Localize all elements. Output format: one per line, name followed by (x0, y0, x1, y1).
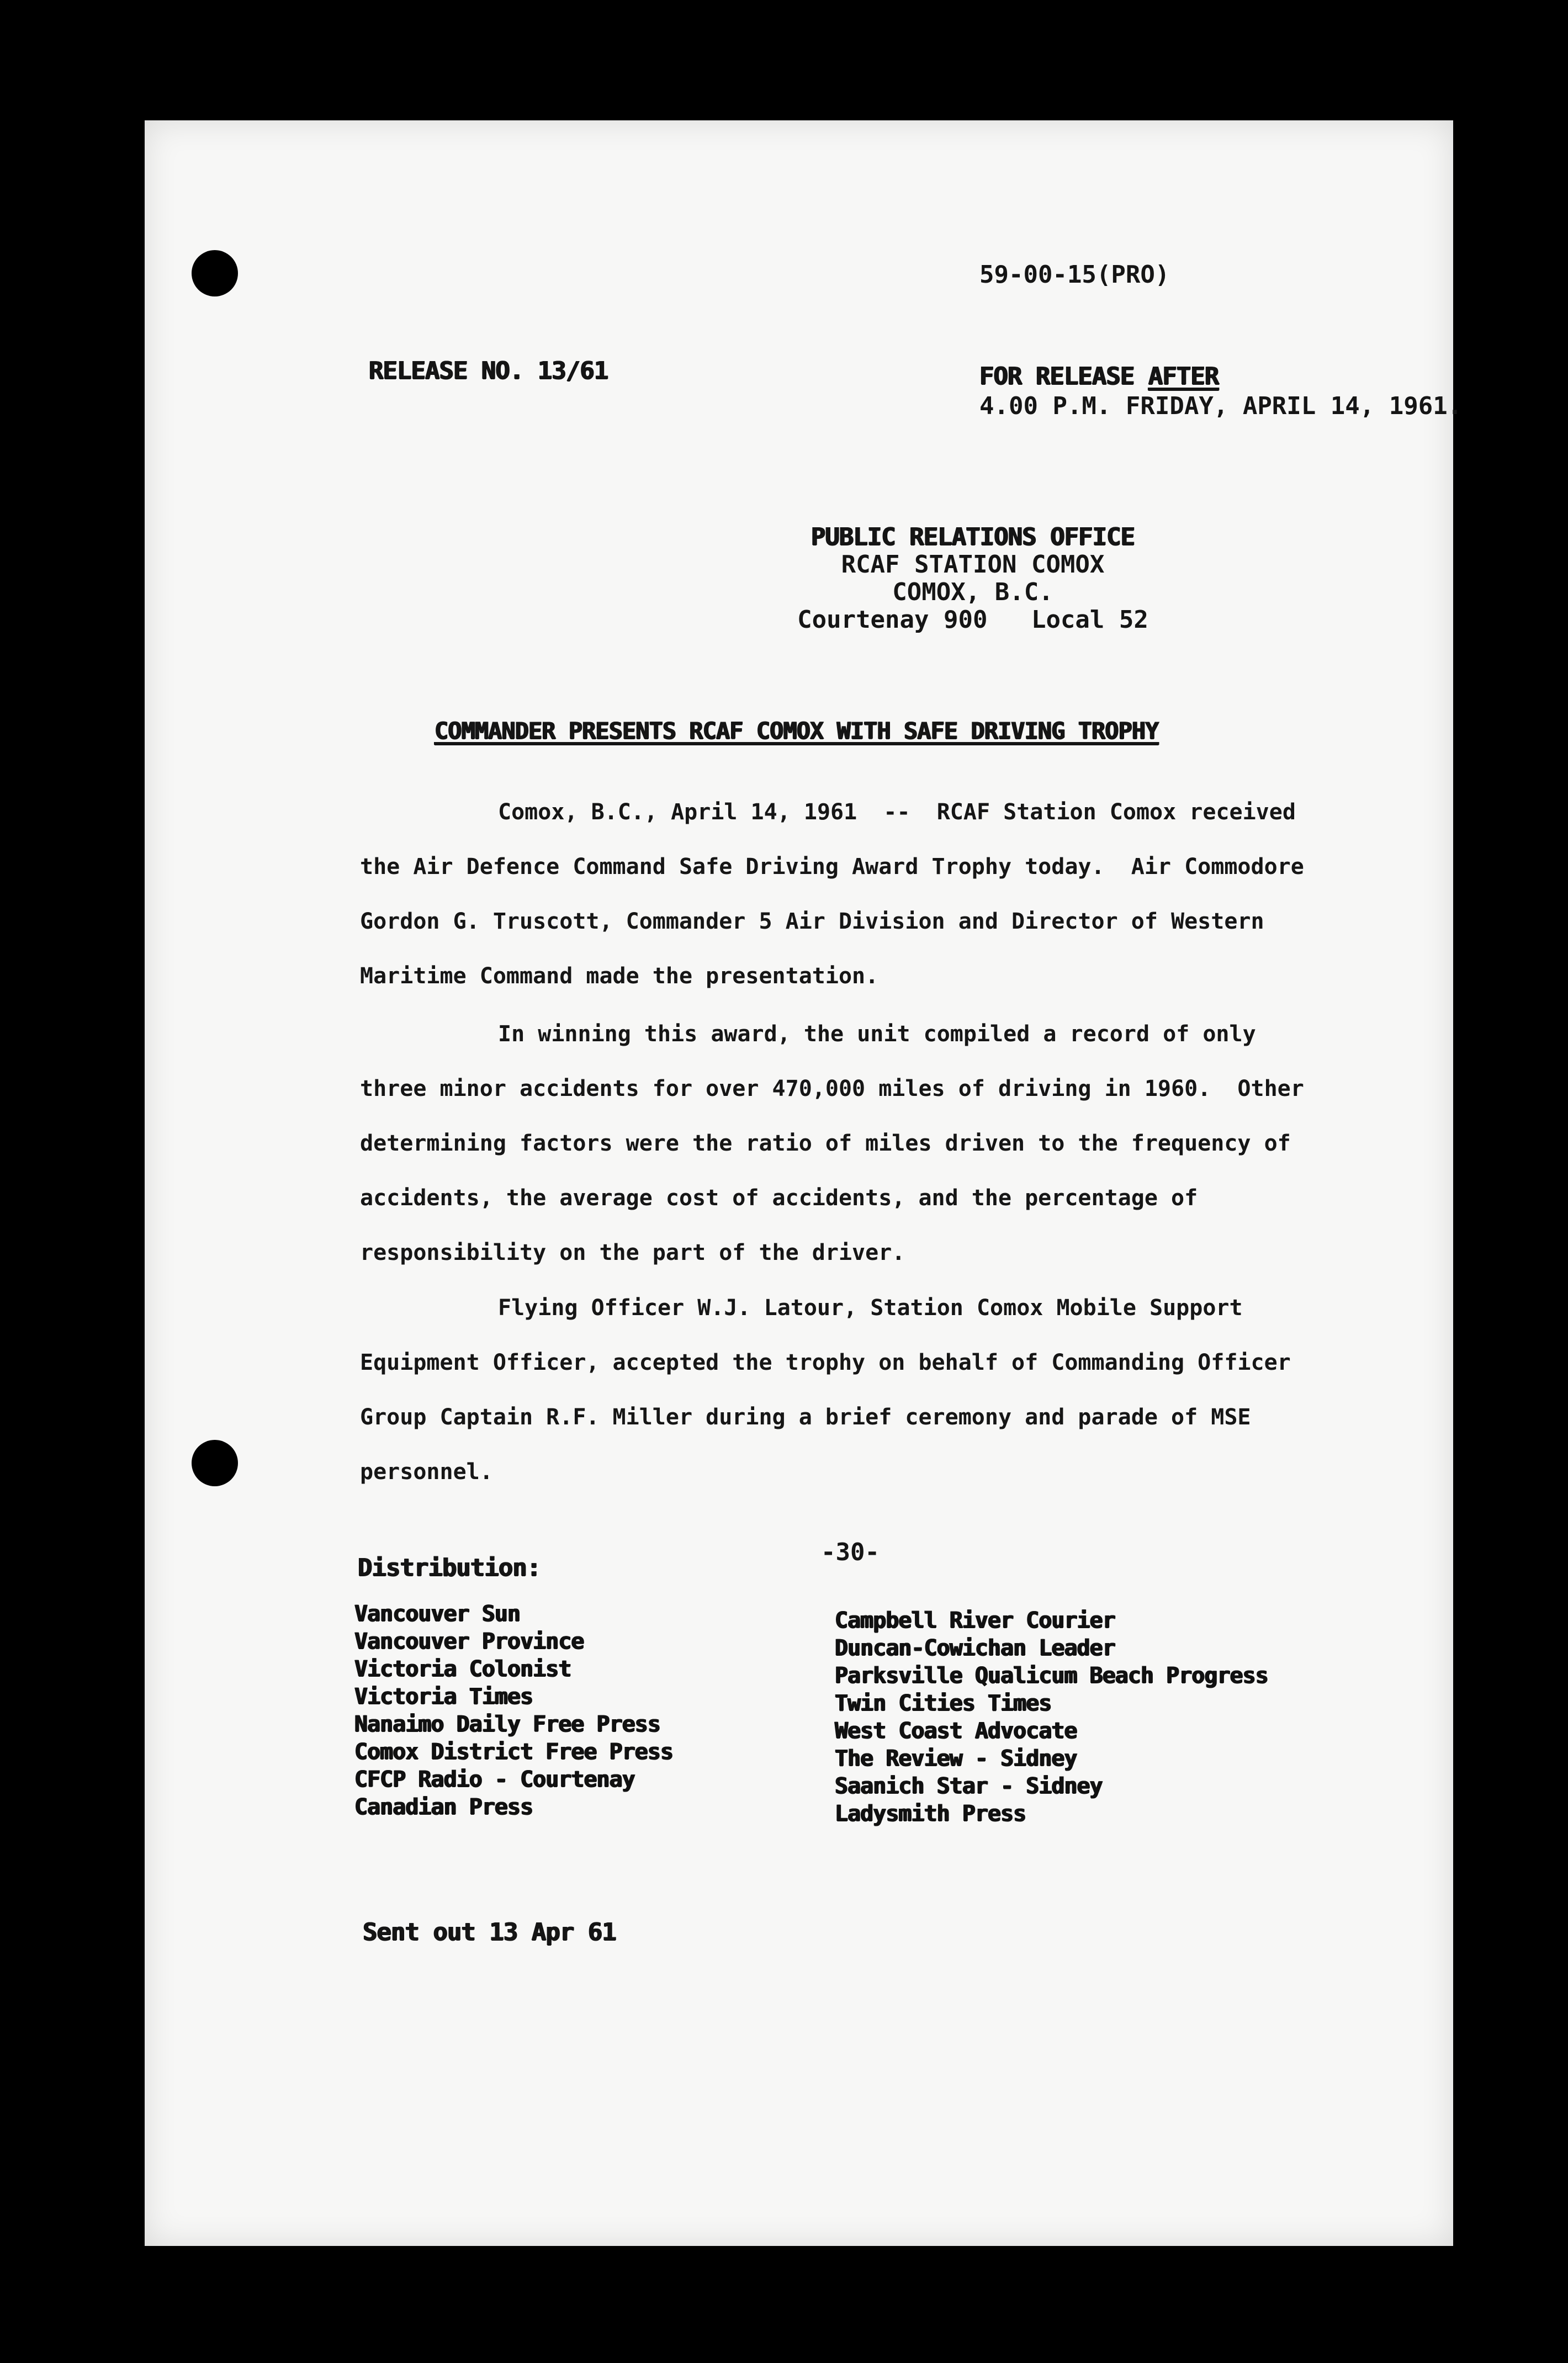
distribution-item: West Coast Advocate (835, 1718, 1077, 1744)
distribution-item: Victoria Times (354, 1684, 533, 1709)
distribution-item: Ladysmith Press (835, 1801, 1026, 1826)
paragraph-3-line-3: Group Captain R.F. Miller during a brief ceremony and parade of MSE (360, 1405, 1251, 1430)
paragraph-3-line-4: personnel. (360, 1459, 493, 1485)
release-time: 4.00 P.M. FRIDAY, APRIL 14, 1961. (979, 392, 1463, 420)
distribution-item: Vancouver Province (354, 1629, 584, 1654)
distribution-label: Distribution: (358, 1554, 541, 1582)
distribution-item: Duncan-Cowichan Leader (835, 1635, 1115, 1661)
distribution-item: Campbell River Courier (835, 1608, 1115, 1633)
paragraph-1-line-1: Comox, B.C., April 14, 1961 -- RCAF Station Comox received (498, 799, 1296, 825)
office-line-2: RCAF STATION COMOX (841, 550, 1105, 579)
release-number: RELEASE NO. 13/61 (369, 357, 608, 385)
punch-hole-bottom (192, 1440, 238, 1486)
end-mark: -30- (821, 1538, 880, 1566)
paragraph-2-line-3: determining factors were the ratio of miles driven to the frequency of (360, 1131, 1291, 1156)
distribution-item: Victoria Colonist (354, 1656, 571, 1682)
paragraph-1-line-4: Maritime Command made the presentation. (360, 963, 879, 989)
distribution-item: The Review - Sidney (835, 1746, 1077, 1771)
paragraph-1-line-3: Gordon G. Truscott, Commander 5 Air Division and Director of Western (360, 909, 1264, 934)
release-header (979, 364, 1219, 389)
distribution-item: Twin Cities Times (835, 1691, 1052, 1716)
paragraph-3-line-2: Equipment Officer, accepted the trophy on behalf of Commanding Officer (360, 1350, 1291, 1375)
document-page (145, 120, 1463, 2246)
headline: COMMANDER PRESENTS RCAF COMOX WITH SAFE DRIVING TROPHY (435, 717, 1159, 744)
distribution-list-right (835, 1607, 1268, 1827)
distribution-item: Canadian Press (354, 1794, 533, 1820)
office-line-1: PUBLIC RELATIONS OFFICE (811, 523, 1135, 551)
distribution-list-left (354, 1600, 673, 1821)
office-line-3: COMOX, B.C. (892, 578, 1053, 606)
sent-note: Sent out 13 Apr 61 (363, 1918, 616, 1946)
distribution-item: CFCP Radio - Courtenay (354, 1767, 635, 1792)
paragraph-2-line-5: responsibility on the part of the driver. (360, 1240, 905, 1265)
office-address (642, 523, 1304, 634)
distribution-item: Parksville Qualicum Beach Progress (835, 1663, 1268, 1688)
paragraph-2-line-1: In winning this award, the unit compiled a record of only (498, 1021, 1256, 1047)
distribution-item: Comox District Free Press (354, 1739, 674, 1765)
distribution-item: Saanich Star - Sidney (835, 1773, 1103, 1799)
release-after: AFTER (1148, 362, 1219, 390)
distribution-item: Nanaimo Daily Free Press (354, 1712, 660, 1737)
punch-hole-top (192, 250, 238, 296)
paragraph-2-line-2: three minor accidents for over 470,000 miles of driving in 1960. Other (360, 1076, 1304, 1101)
release-label: FOR RELEASE (979, 362, 1135, 390)
paragraph-3-line-1: Flying Officer W.J. Latour, Station Comox Mobile Support (498, 1295, 1243, 1321)
paragraph-2-line-4: accidents, the average cost of accidents, and the percentage of (360, 1185, 1198, 1211)
office-line-4: Courtenay 900 Local 52 (797, 606, 1148, 634)
paragraph-1-line-2: the Air Defence Command Safe Driving Award Trophy today. Air Commodore (360, 854, 1304, 879)
distribution-item: Vancouver Sun (354, 1601, 521, 1626)
file-reference: 59-00-15(PRO) (979, 261, 1170, 289)
